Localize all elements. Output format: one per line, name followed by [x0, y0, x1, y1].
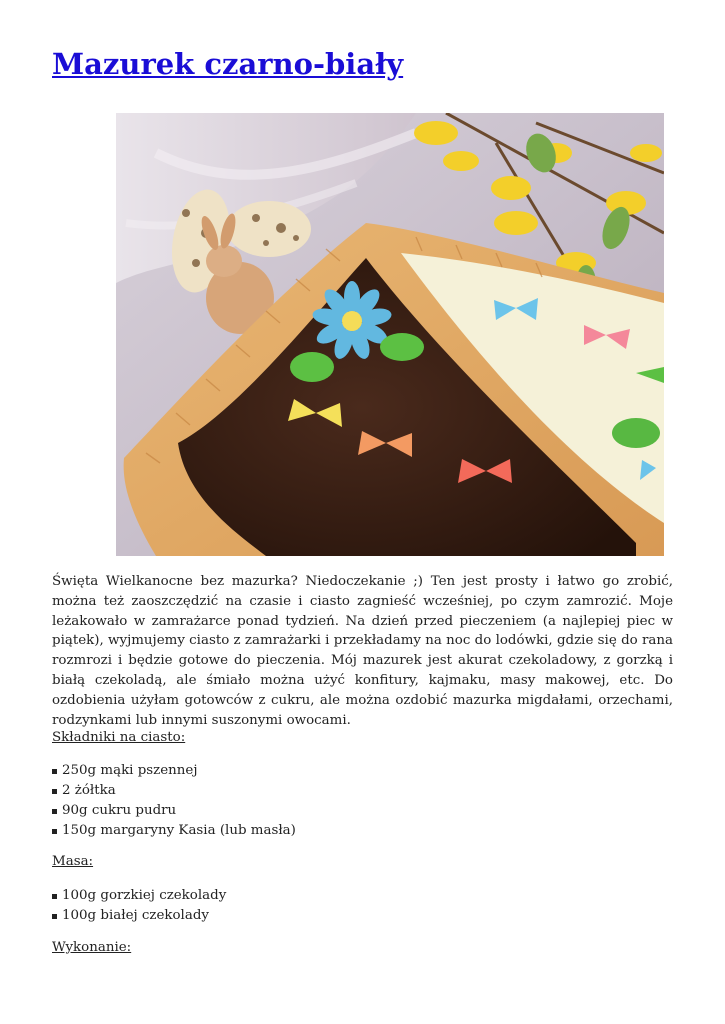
- bullet-icon: [52, 809, 57, 814]
- bullet-icon: [52, 894, 57, 899]
- dough-ingredients-heading: Składniki na ciasto:: [52, 730, 186, 745]
- list-item: 100g gorzkiej czekolady: [52, 886, 226, 906]
- mazurek-photo: [116, 113, 664, 556]
- page-title[interactable]: Mazurek czarno-biały: [52, 47, 404, 81]
- filling-ingredients-list: [52, 886, 226, 926]
- intro-paragraph: Święta Wielkanocne bez mazurka? Niedoczekanie ;) Ten jest prosty i łatwo go zrobić, można też zaoszczędzić na czasie i ciasto zagnieść wcześniej, po czym zamrozić. Moje leżakowało w zamrażarce ponad tydzień. Na dzień przed pieczeniem (a najlepiej piec w piątek), wyjmujemy ciasto z zamrażarki i przekładamy na noc do lodówki, gdzie się do rana rozmrozi i będzie gotowe do pieczenia. Mój mazurek jest akurat czekoladowy, z gorzką i białą czekoladą, ale śmiało można użyć konfitury, kajmaku, masy makowej, etc. Do ozdobienia użyłam gotowców z cukru, ale można ozdobić mazurka migdałami, orzechami, rodzynkami lub innymi suszonymi owocami.: [52, 574, 673, 728]
- list-item: 90g cukru pudru: [52, 801, 296, 821]
- bullet-icon: [52, 829, 57, 834]
- bullet-icon: [52, 789, 57, 794]
- list-item: 2 żółtka: [52, 781, 296, 801]
- list-item: 250g mąki pszennej: [52, 761, 296, 781]
- filling-heading: Masa:: [52, 854, 94, 869]
- dough-ingredients-list: [52, 761, 296, 841]
- bullet-icon: [52, 914, 57, 919]
- list-item: 100g białej czekolady: [52, 906, 226, 926]
- bullet-icon: [52, 769, 57, 774]
- list-item: 150g margaryny Kasia (lub masła): [52, 821, 296, 841]
- method-heading: Wykonanie:: [52, 940, 132, 955]
